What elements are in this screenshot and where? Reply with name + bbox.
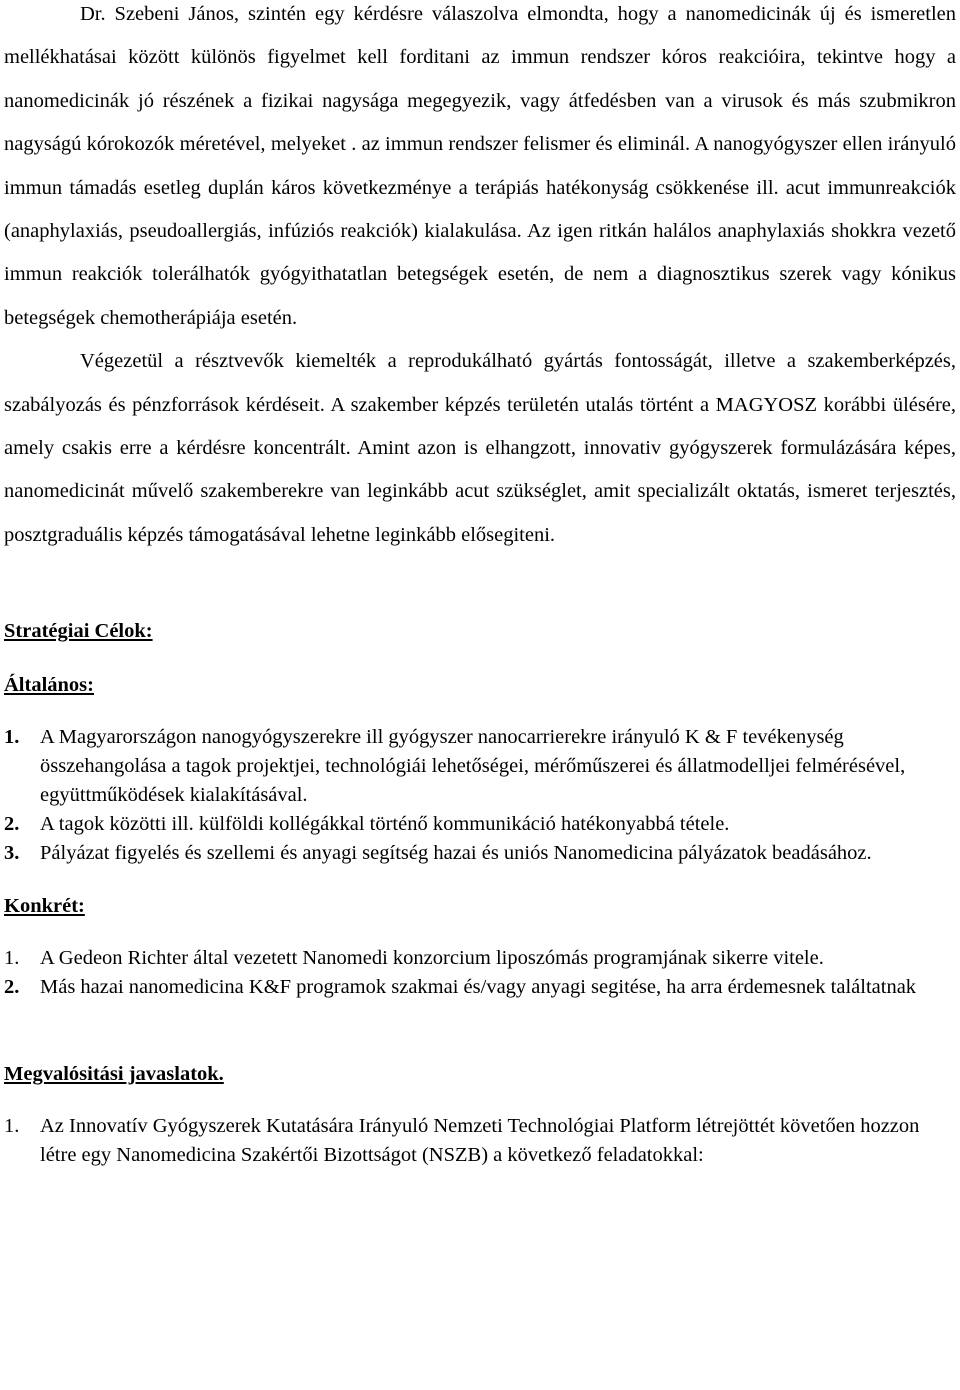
list-item-text: Pályázat figyelés és szellemi és anyagi segítség hazai és uniós Nanomedicina pályázatok beadásához. [40, 842, 872, 865]
list-item [4, 944, 956, 973]
list-item [4, 1112, 956, 1170]
list-item-text: A tagok közötti ill. külföldi kollégákkal történő kommunikáció hatékonyabbá tétele. [40, 813, 730, 836]
list-item-number: 1. [4, 726, 20, 749]
list-item [4, 973, 956, 1002]
list-item-number: 1. [4, 1115, 20, 1138]
list-item-text: Az Innovatív Gyógyszerek Kutatására Irányuló Nemzeti Technológiai Platform létrejöttét követően hozzon létre egy Nanomedicina Szakértői Bizottságot (NSZB) a következő feladatokkal: [40, 1115, 920, 1167]
concrete-goals-list [4, 944, 956, 1002]
paragraph-training: Végezetül a résztvevők kiemelték a reprodukálható gyártás fontosságát, illetve a szakemberképzés, szabályozás és pénzforrások kérdéseit. A szakember képzés területén utalás történt a MAGYOSZ korábbi ülésére, amely csakis erre a kérdésre koncentrált. Amint azon is elhangzott, innovativ gyógyszerek formulázására képes, nanomedicinát művelő szakemberekre van leginkább acut szükséglet, amit specializált oktatás, ismeret terjesztés, posztgraduális képzés támogatásával lehetne leginkább elősegiteni. [4, 350, 956, 546]
list-item [4, 839, 956, 868]
list-item-number: 3. [4, 842, 20, 865]
document-page [4, 0, 956, 1170]
list-item-number: 2. [4, 813, 20, 836]
general-goals-list [4, 723, 956, 868]
heading-general: Általános: [4, 674, 94, 697]
heading-concrete: Konkrét: [4, 895, 85, 918]
list-item [4, 723, 956, 810]
list-item-number: 1. [4, 947, 20, 970]
heading-implementation: Megvalósitási javaslatok. [4, 1063, 224, 1086]
heading-strategic-goals: Stratégiai Célok: [4, 620, 153, 643]
list-item-text: A Gedeon Richter által vezetett Nanomedi konzorcium liposzómás programjának sikerre vitele. [40, 947, 824, 970]
paragraph-immune-reactions: Dr. Szebeni János, szintén egy kérdésre válaszolva elmondta, hogy a nanomedicinák új és ismeretlen mellékhatásai között különös figyelmet kell forditani az immun rendszer kóros reakcióira, tekintve hogy a nanomedicinák jó részének a fizikai nagysága megegyezik, vagy átfedésben van a virusok és más szubmikron nagyságú kórokozók méretével, melyeket . az immun rendszer felismer és eliminál. A nanogyógyszer ellen irányuló immun támadás esetleg duplán káros következménye a terápiás hatékonyság csökkenése ill. acut immunreakciók (anaphylaxiás, pseudoallergiás, infúziós reakciók) kialakulása. Az igen ritkán halálos anaphylaxiás shokkra vezető immun reakciók tolerálhatók gyógyithatatlan betegségek esetén, de nem a diagnosztikus szerek vagy kónikus betegségek chemotherápiája esetén. [4, 3, 956, 329]
list-item [4, 810, 956, 839]
list-item-text: A Magyarországon nanogyógyszerekre ill gyógyszer nanocarrierekre irányuló K & F tevékenység összehangolása a tagok projektjei, technológiái lehetőségei, mérőműszerei és állatmodelljei felmérésével, együttműködések kialakításával. [40, 726, 906, 807]
list-item-number: 2. [4, 976, 20, 999]
list-item-text: Más hazai nanomedicina K&F programok szakmai és/vagy anyagi segitése, ha arra érdemesnek találtatnak [40, 976, 917, 999]
implementation-list [4, 1112, 956, 1170]
